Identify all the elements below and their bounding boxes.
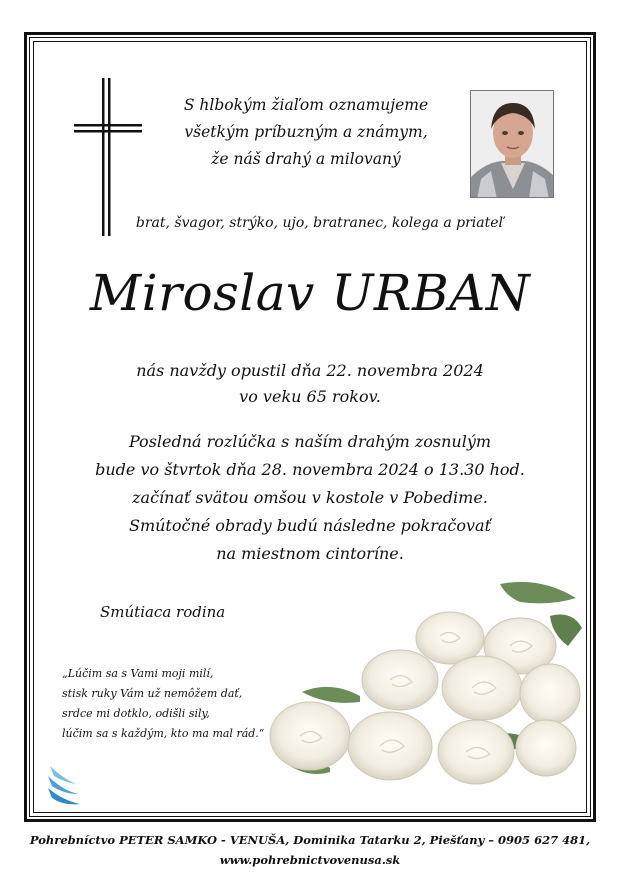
portrait-photo xyxy=(470,90,554,198)
relations-line: brat, švagor, strýko, ujo, bratranec, kolega a priateľ xyxy=(135,215,505,231)
poem-line: „Lúčim sa s Vami moji milí, xyxy=(62,667,214,680)
poem-line: srdce mi dotklo, odišli sily, xyxy=(62,707,210,720)
announcement-intro xyxy=(180,92,432,173)
footer-address: Pohrebníctvo PETER SAMKO - VENUŠA, Dominika Tatarku 2, Piešťany – 0905 627 481, xyxy=(29,833,591,847)
cross-icon xyxy=(70,78,146,236)
mourners-signature: Smútiaca rodina xyxy=(100,603,226,621)
farewell-line: na miestnom cintoríne. xyxy=(216,544,404,563)
portrait-image xyxy=(471,91,554,198)
death-line: nás navždy opustil dňa 22. novembra 2024 xyxy=(136,361,484,380)
white-roses-image xyxy=(250,576,582,808)
farewell-line: Posledná rozlúčka s naším drahým zosnulým xyxy=(128,432,492,451)
farewell-line: Smútočné obrady budú následne pokračovať xyxy=(128,516,492,535)
intro-line: všetkým príbuzným a známym, xyxy=(184,123,428,141)
intro-line: S hlbokým žiaľom oznamujeme xyxy=(183,96,429,114)
deceased-name: Miroslav URBAN xyxy=(89,264,531,322)
farewell-line: bude vo štvrtok dňa 28. novembra 2024 o 13.30 hod. xyxy=(95,460,525,479)
funeral-home-footer xyxy=(0,830,620,870)
venusa-logo-icon xyxy=(44,760,84,808)
death-info xyxy=(120,358,500,410)
poem-line: lúčim sa s každým, kto ma mal rád.“ xyxy=(62,727,265,740)
farewell-info xyxy=(80,428,540,568)
death-line: vo veku 65 rokov. xyxy=(239,387,381,406)
farewell-line: začínať svätou omšou v kostole v Pobedime. xyxy=(132,488,488,507)
footer-website: www.pohrebnictvovenusa.sk xyxy=(219,853,401,867)
poem-line: stisk ruky Vám už nemôžem dať, xyxy=(62,687,243,700)
intro-line: že náš drahý a milovaný xyxy=(211,150,401,168)
